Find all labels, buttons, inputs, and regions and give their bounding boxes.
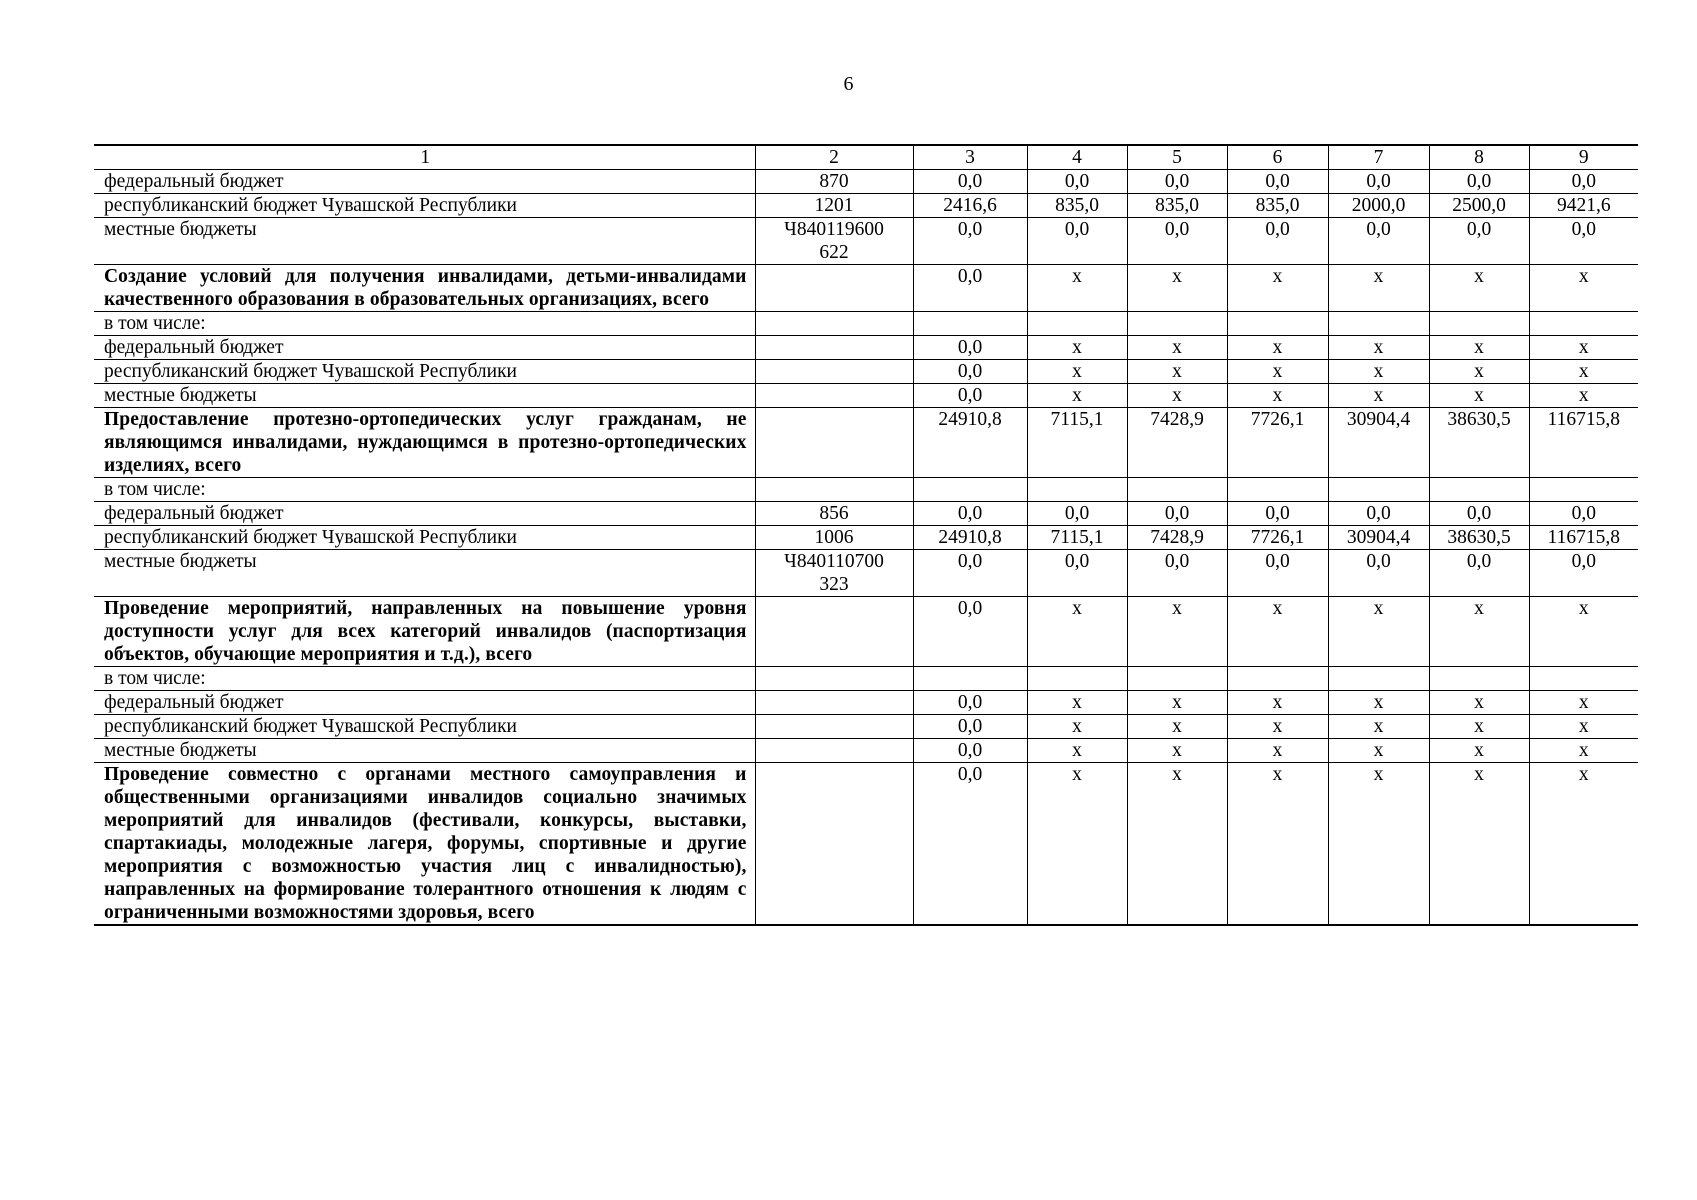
budget-source-name: местные бюджеты	[94, 384, 755, 408]
budget-source-row	[94, 667, 1638, 691]
value-cell: 7115,1	[1027, 526, 1127, 550]
budget-source-row	[94, 502, 1638, 526]
value-cell: 0,0	[913, 170, 1027, 194]
value-cell: x	[1429, 597, 1529, 667]
value-cell: x	[1227, 265, 1328, 312]
value-cell	[1429, 478, 1529, 502]
value-cell: x	[1027, 265, 1127, 312]
budget-source-name: республиканский бюджет Чувашской Республики	[94, 360, 755, 384]
column-number-header: 3	[913, 145, 1027, 170]
value-cell: 38630,5	[1429, 526, 1529, 550]
value-cell: 24910,8	[913, 526, 1027, 550]
value-cell: 0,0	[913, 218, 1027, 265]
value-cell: 0,0	[913, 691, 1027, 715]
value-cell: 7428,9	[1127, 526, 1227, 550]
value-cell: 2000,0	[1328, 194, 1429, 218]
budget-source-name: местные бюджеты	[94, 218, 755, 265]
budget-code: Ч840110700	[784, 551, 884, 572]
budget-code: 622	[819, 242, 849, 263]
value-cell: 835,0	[1227, 194, 1328, 218]
value-cell: x	[1328, 597, 1429, 667]
value-cell: x	[1127, 739, 1227, 763]
value-cell	[913, 312, 1027, 336]
value-cell: 0,0	[913, 763, 1027, 926]
budget-source-row	[94, 691, 1638, 715]
value-cell: x	[1529, 739, 1638, 763]
budget-code: 1201	[814, 195, 854, 216]
budget-code-cell	[755, 265, 913, 312]
column-number-header: 5	[1127, 145, 1227, 170]
budget-code-cell	[755, 478, 913, 502]
value-cell: 0,0	[1529, 170, 1638, 194]
column-number-header: 4	[1027, 145, 1127, 170]
value-cell: x	[1227, 691, 1328, 715]
value-cell: 0,0	[1429, 170, 1529, 194]
budget-source-row	[94, 478, 1638, 502]
value-cell: 0,0	[1227, 502, 1328, 526]
value-cell: x	[1529, 691, 1638, 715]
budget-code-cell	[755, 763, 913, 926]
budget-code-cell	[755, 360, 913, 384]
value-cell: x	[1328, 360, 1429, 384]
value-cell: x	[1227, 336, 1328, 360]
budget-code-cell	[755, 502, 913, 526]
value-cell: x	[1429, 739, 1529, 763]
value-cell: x	[1429, 265, 1529, 312]
budget-source-row	[94, 312, 1638, 336]
budget-source-name: федеральный бюджет	[94, 502, 755, 526]
value-cell: 0,0	[1529, 502, 1638, 526]
value-cell: 7726,1	[1227, 526, 1328, 550]
activity-name: Создание условий для получения инвалидами, детьми-инвалидами качественного образования в образовательных организациях, всего	[94, 265, 755, 312]
budget-code-cell	[755, 715, 913, 739]
value-cell: 24910,8	[913, 408, 1027, 478]
value-cell: x	[1227, 739, 1328, 763]
value-cell: x	[1127, 336, 1227, 360]
column-number-header: 2	[755, 145, 913, 170]
value-cell: 0,0	[1027, 218, 1127, 265]
value-cell: x	[1529, 265, 1638, 312]
value-cell: x	[1127, 715, 1227, 739]
budget-code-cell	[755, 312, 913, 336]
budget-code-cell	[755, 526, 913, 550]
value-cell: x	[1328, 691, 1429, 715]
value-cell: 0,0	[1328, 502, 1429, 526]
value-cell: x	[1429, 691, 1529, 715]
column-number-header: 1	[94, 145, 755, 170]
value-cell: 0,0	[913, 550, 1027, 597]
budget-code-cell	[755, 691, 913, 715]
budget-code: Ч840119600	[784, 219, 884, 240]
budget-source-name: федеральный бюджет	[94, 336, 755, 360]
budget-source-row	[94, 360, 1638, 384]
value-cell: x	[1429, 715, 1529, 739]
value-cell	[1227, 312, 1328, 336]
value-cell	[1529, 312, 1638, 336]
value-cell: x	[1127, 597, 1227, 667]
activity-row	[94, 597, 1638, 667]
value-cell	[1127, 667, 1227, 691]
value-cell: 0,0	[1227, 550, 1328, 597]
budget-source-row	[94, 170, 1638, 194]
value-cell	[1027, 478, 1127, 502]
value-cell	[913, 667, 1027, 691]
budget-code-cell	[755, 194, 913, 218]
value-cell	[1027, 667, 1127, 691]
value-cell	[1027, 312, 1127, 336]
value-cell: 7428,9	[1127, 408, 1227, 478]
budget-source-row	[94, 194, 1638, 218]
value-cell	[1429, 667, 1529, 691]
value-cell	[1328, 667, 1429, 691]
value-cell	[1127, 312, 1227, 336]
value-cell: 0,0	[1127, 550, 1227, 597]
budget-source-row	[94, 550, 1638, 597]
value-cell	[1328, 478, 1429, 502]
page-number: 6	[843, 73, 854, 95]
value-cell: 0,0	[1529, 550, 1638, 597]
value-cell: x	[1328, 384, 1429, 408]
value-cell: x	[1127, 384, 1227, 408]
activity-name: Предоставление протезно-ортопедических услуг гражданам, не являющимся инвалидами, нуждающимся в протезно-ортопедических изделиях, всего	[94, 408, 755, 478]
budget-code-cell	[755, 550, 913, 597]
budget-code: 323	[819, 574, 849, 595]
value-cell: 0,0	[1529, 218, 1638, 265]
value-cell: x	[1027, 691, 1127, 715]
value-cell: x	[1027, 763, 1127, 926]
value-cell: x	[1328, 336, 1429, 360]
budget-source-row	[94, 526, 1638, 550]
value-cell	[1328, 312, 1429, 336]
budget-code-cell	[755, 218, 913, 265]
value-cell: 0,0	[1127, 170, 1227, 194]
budget-source-row	[94, 218, 1638, 265]
budget-code: 1006	[814, 527, 854, 548]
value-cell: x	[1328, 739, 1429, 763]
value-cell: x	[1429, 384, 1529, 408]
value-cell: x	[1429, 360, 1529, 384]
value-cell: x	[1127, 360, 1227, 384]
value-cell: 38630,5	[1429, 408, 1529, 478]
budget-source-name: республиканский бюджет Чувашской Республики	[94, 526, 755, 550]
value-cell: 0,0	[913, 384, 1027, 408]
value-cell	[1227, 478, 1328, 502]
value-cell: x	[1529, 360, 1638, 384]
budget-source-name: республиканский бюджет Чувашской Республики	[94, 194, 755, 218]
value-cell	[1127, 478, 1227, 502]
value-cell: x	[1127, 763, 1227, 926]
value-cell: 0,0	[1429, 218, 1529, 265]
budget-source-name: в том числе:	[94, 312, 755, 336]
value-cell	[1429, 312, 1529, 336]
budget-code-cell	[755, 667, 913, 691]
value-cell: 0,0	[913, 715, 1027, 739]
value-cell: x	[1227, 384, 1328, 408]
value-cell: 116715,8	[1529, 408, 1638, 478]
budget-source-name: федеральный бюджет	[94, 170, 755, 194]
value-cell: x	[1027, 360, 1127, 384]
budget-source-name: местные бюджеты	[94, 739, 755, 763]
value-cell: x	[1429, 336, 1529, 360]
budget-code-cell	[755, 384, 913, 408]
value-cell: x	[1027, 739, 1127, 763]
value-cell: x	[1227, 597, 1328, 667]
value-cell: 0,0	[913, 739, 1027, 763]
value-cell: x	[1328, 763, 1429, 926]
value-cell: x	[1027, 384, 1127, 408]
value-cell: 0,0	[1328, 170, 1429, 194]
value-cell: x	[1328, 265, 1429, 312]
budget-source-name: федеральный бюджет	[94, 691, 755, 715]
budget-source-name: местные бюджеты	[94, 550, 755, 597]
value-cell: 30904,4	[1328, 408, 1429, 478]
value-cell: 0,0	[913, 336, 1027, 360]
value-cell: 0,0	[913, 360, 1027, 384]
value-cell: 0,0	[1429, 550, 1529, 597]
budget-code: 870	[819, 171, 849, 192]
value-cell: 835,0	[1127, 194, 1227, 218]
value-cell: 116715,8	[1529, 526, 1638, 550]
value-cell: 0,0	[1328, 550, 1429, 597]
column-number-header: 7	[1328, 145, 1429, 170]
budget-source-row	[94, 384, 1638, 408]
value-cell: 0,0	[1027, 502, 1127, 526]
column-number-header: 6	[1227, 145, 1328, 170]
value-cell: x	[1328, 715, 1429, 739]
value-cell: 0,0	[1027, 170, 1127, 194]
value-cell: 9421,6	[1529, 194, 1638, 218]
value-cell: 0,0	[1027, 550, 1127, 597]
value-cell: 2500,0	[1429, 194, 1529, 218]
value-cell: 0,0	[913, 265, 1027, 312]
value-cell: x	[1127, 265, 1227, 312]
value-cell: 2416,6	[913, 194, 1027, 218]
activity-row	[94, 408, 1638, 478]
value-cell: 0,0	[1227, 170, 1328, 194]
budget-source-name: республиканский бюджет Чувашской Республики	[94, 715, 755, 739]
budget-code: 856	[819, 503, 849, 524]
value-cell: 30904,4	[1328, 526, 1429, 550]
budget-table	[94, 144, 1638, 926]
budget-source-name: в том числе:	[94, 478, 755, 502]
value-cell: x	[1529, 336, 1638, 360]
value-cell: x	[1227, 763, 1328, 926]
budget-source-name: в том числе:	[94, 667, 755, 691]
value-cell	[1529, 478, 1638, 502]
value-cell: x	[1027, 597, 1127, 667]
activity-name: Проведение мероприятий, направленных на повышение уровня доступности услуг для всех категорий инвалидов (паспортизация объектов, обучающие мероприятия и т.д.), всего	[94, 597, 755, 667]
budget-code-cell	[755, 597, 913, 667]
value-cell: x	[1529, 384, 1638, 408]
value-cell: x	[1429, 763, 1529, 926]
budget-code-cell	[755, 408, 913, 478]
value-cell: x	[1529, 715, 1638, 739]
activity-row	[94, 763, 1638, 926]
value-cell: 0,0	[913, 597, 1027, 667]
budget-code-cell	[755, 170, 913, 194]
value-cell: x	[1027, 715, 1127, 739]
value-cell: 7726,1	[1227, 408, 1328, 478]
value-cell: x	[1027, 336, 1127, 360]
value-cell	[1227, 667, 1328, 691]
value-cell: x	[1529, 763, 1638, 926]
value-cell: 0,0	[913, 502, 1027, 526]
value-cell	[913, 478, 1027, 502]
value-cell: 835,0	[1027, 194, 1127, 218]
value-cell: 0,0	[1429, 502, 1529, 526]
value-cell: x	[1227, 715, 1328, 739]
value-cell: 0,0	[1328, 218, 1429, 265]
table-header-row	[94, 145, 1638, 170]
budget-code-cell	[755, 336, 913, 360]
value-cell: 0,0	[1227, 218, 1328, 265]
value-cell: 0,0	[1127, 218, 1227, 265]
value-cell: x	[1227, 360, 1328, 384]
budget-source-row	[94, 715, 1638, 739]
value-cell: 0,0	[1127, 502, 1227, 526]
value-cell: 7115,1	[1027, 408, 1127, 478]
activity-row	[94, 265, 1638, 312]
value-cell: x	[1127, 691, 1227, 715]
budget-code-cell	[755, 739, 913, 763]
activity-name: Проведение совместно с органами местного самоуправления и общественными организациями инвалидов социально значимых мероприятий для инвалидов (фестивали, конкурсы, выставки, спартакиады, молодежные лагеря, форумы, спортивные и другие мероприятия с возможностью участия лиц с инвалидностью), направленных на формирование толерантного отношения к людям с ограниченными возможностями здоровья, всего	[94, 763, 755, 926]
value-cell: x	[1529, 597, 1638, 667]
column-number-header: 9	[1529, 145, 1638, 170]
column-number-header: 8	[1429, 145, 1529, 170]
budget-source-row	[94, 739, 1638, 763]
value-cell	[1529, 667, 1638, 691]
budget-source-row	[94, 336, 1638, 360]
